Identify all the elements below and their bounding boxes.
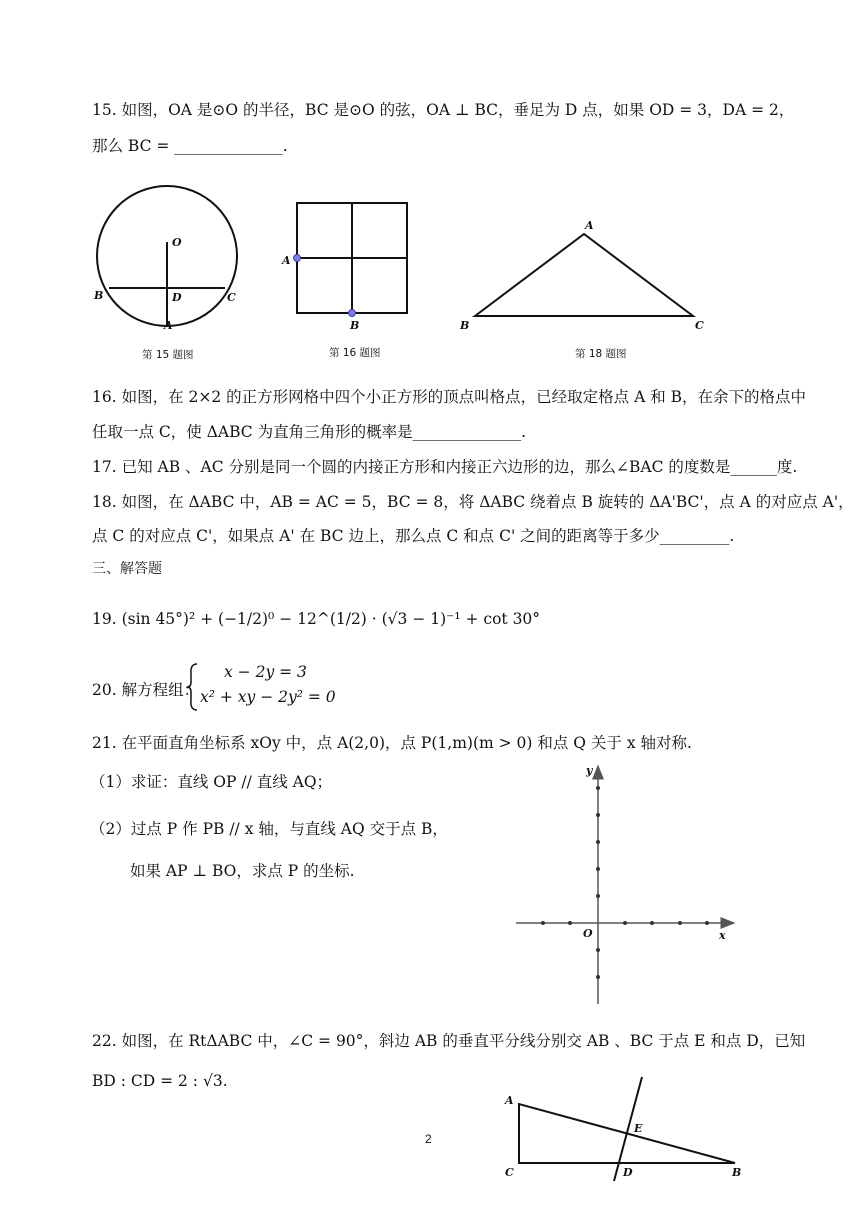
q18-line1: 18. 如图，在 ΔABC 中，AB = AC = 5，BC = 8，将 ΔABC 绕着点 B 旋转的 ΔA'BC'，点 A 的对应点 A'， — [92, 493, 854, 511]
label-o: O — [172, 236, 182, 249]
q17-line1: 17. 已知 AB 、AC 分别是同一个圆的内接正方形和内接正六边形的边，那么∠BAC 的度数是______度. — [92, 458, 798, 476]
q20-label: 20. 解方程组： — [92, 681, 200, 699]
label-c: C — [695, 319, 704, 332]
figure-22-triangle — [500, 1075, 750, 1210]
q20-brace — [185, 662, 199, 712]
q16-line1: 16. 如图，在 2×2 的正方形网格中四个小正方形的顶点叫格点，已经取定格点 A 和 B，在余下的格点中 — [92, 388, 807, 406]
label-d: D — [172, 291, 182, 304]
q20-eq1: x − 2y = 3 — [224, 663, 307, 681]
q15-line2: 那么 BC = ______________. — [92, 137, 288, 155]
label-a: A — [505, 1094, 514, 1107]
fig15-caption: 第 15 题图 — [142, 349, 194, 361]
figure-18-triangle — [455, 215, 715, 335]
q21-sub2b: 如果 AP ⊥ BO，求点 P 的坐标. — [130, 862, 355, 880]
q19-expression: 19. (sin 45°)² + (−1/2)⁰ − 12^(1/2) · (√3 − 1)⁻¹ + cot 30° — [92, 610, 541, 628]
q20-eq2: x² + xy − 2y² = 0 — [200, 688, 336, 706]
coordinate-axes — [510, 760, 750, 1010]
label-b: B — [732, 1166, 742, 1179]
q22-line2: BD : CD = 2 : √3. — [92, 1072, 228, 1090]
fig16-caption: 第 16 题图 — [329, 347, 381, 359]
label-e: E — [634, 1122, 643, 1135]
triangle-abc — [475, 234, 693, 316]
q21-line1: 21. 在平面直角坐标系 xOy 中，点 A(2,0)，点 P(1,m)(m > 0) 和点 Q 关于 x 轴对称. — [92, 734, 692, 752]
point-b — [349, 310, 356, 317]
q22-line1: 22. 如图，在 RtΔABC 中，∠C = 90°，斜边 AB 的垂直平分线分别交 AB 、BC 于点 E 和点 D，已知 — [92, 1032, 806, 1050]
page-number: 2 — [425, 1132, 432, 1146]
label-a: A — [282, 254, 291, 267]
q21-sub1: （1）求证：直线 OP // 直线 AQ； — [90, 773, 333, 791]
label-b: B — [350, 319, 360, 332]
label-d: D — [623, 1166, 633, 1179]
label-b: B — [460, 319, 470, 332]
point-a — [294, 255, 301, 262]
q18-line2: 点 C 的对应点 C'，如果点 A' 在 BC 边上，那么点 C 和点 C' 之间的距离等于多少_________. — [92, 527, 735, 545]
figure-15-circle — [90, 180, 250, 340]
q16-line2: 任取一点 C，使 ΔABC 为直角三角形的概率是______________. — [92, 423, 526, 441]
origin-label: O — [583, 927, 593, 940]
label-a: A — [585, 219, 594, 232]
x-axis-label: x — [719, 929, 726, 942]
q21-sub2: （2）过点 P 作 PB // x 轴，与直线 AQ 交于点 B， — [90, 820, 448, 838]
label-c: C — [227, 291, 236, 304]
y-axis-label: y — [586, 764, 593, 777]
fig18-caption: 第 18 题图 — [575, 348, 627, 360]
label-b: B — [94, 289, 104, 302]
label-c: C — [505, 1166, 514, 1179]
section-title: 三、解答题 — [92, 561, 162, 577]
figure-16-grid — [280, 198, 420, 338]
q15-line1: 15. 如图，OA 是⊙O 的半径，BC 是⊙O 的弦，OA ⊥ BC，垂足为 D 点，如果 OD = 3，DA = 2， — [92, 101, 795, 119]
label-a: A — [164, 319, 173, 332]
